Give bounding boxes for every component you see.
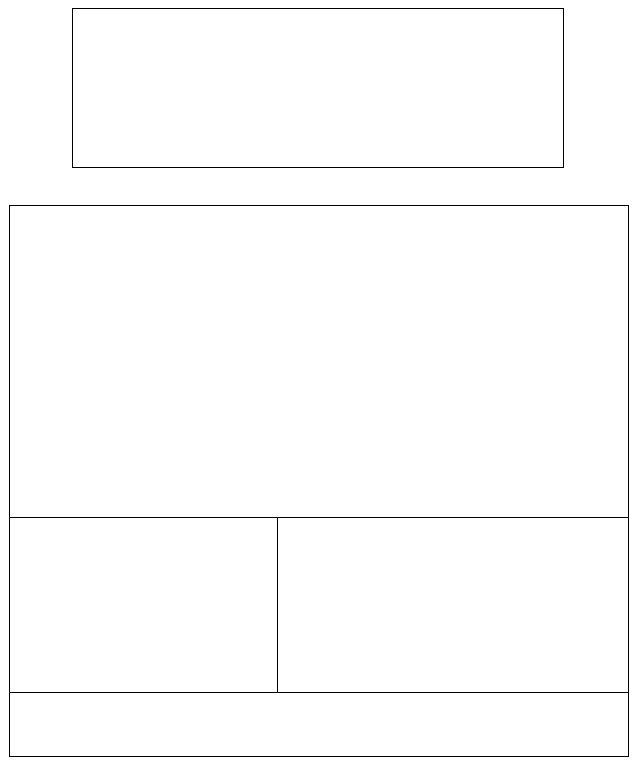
figure2-divider-bottom [9, 692, 629, 693]
figure2-divider-top [9, 517, 629, 518]
figure2-divider-middle [277, 517, 278, 692]
figure1-code-box [72, 8, 564, 168]
figure2-terminal-box [9, 205, 629, 757]
